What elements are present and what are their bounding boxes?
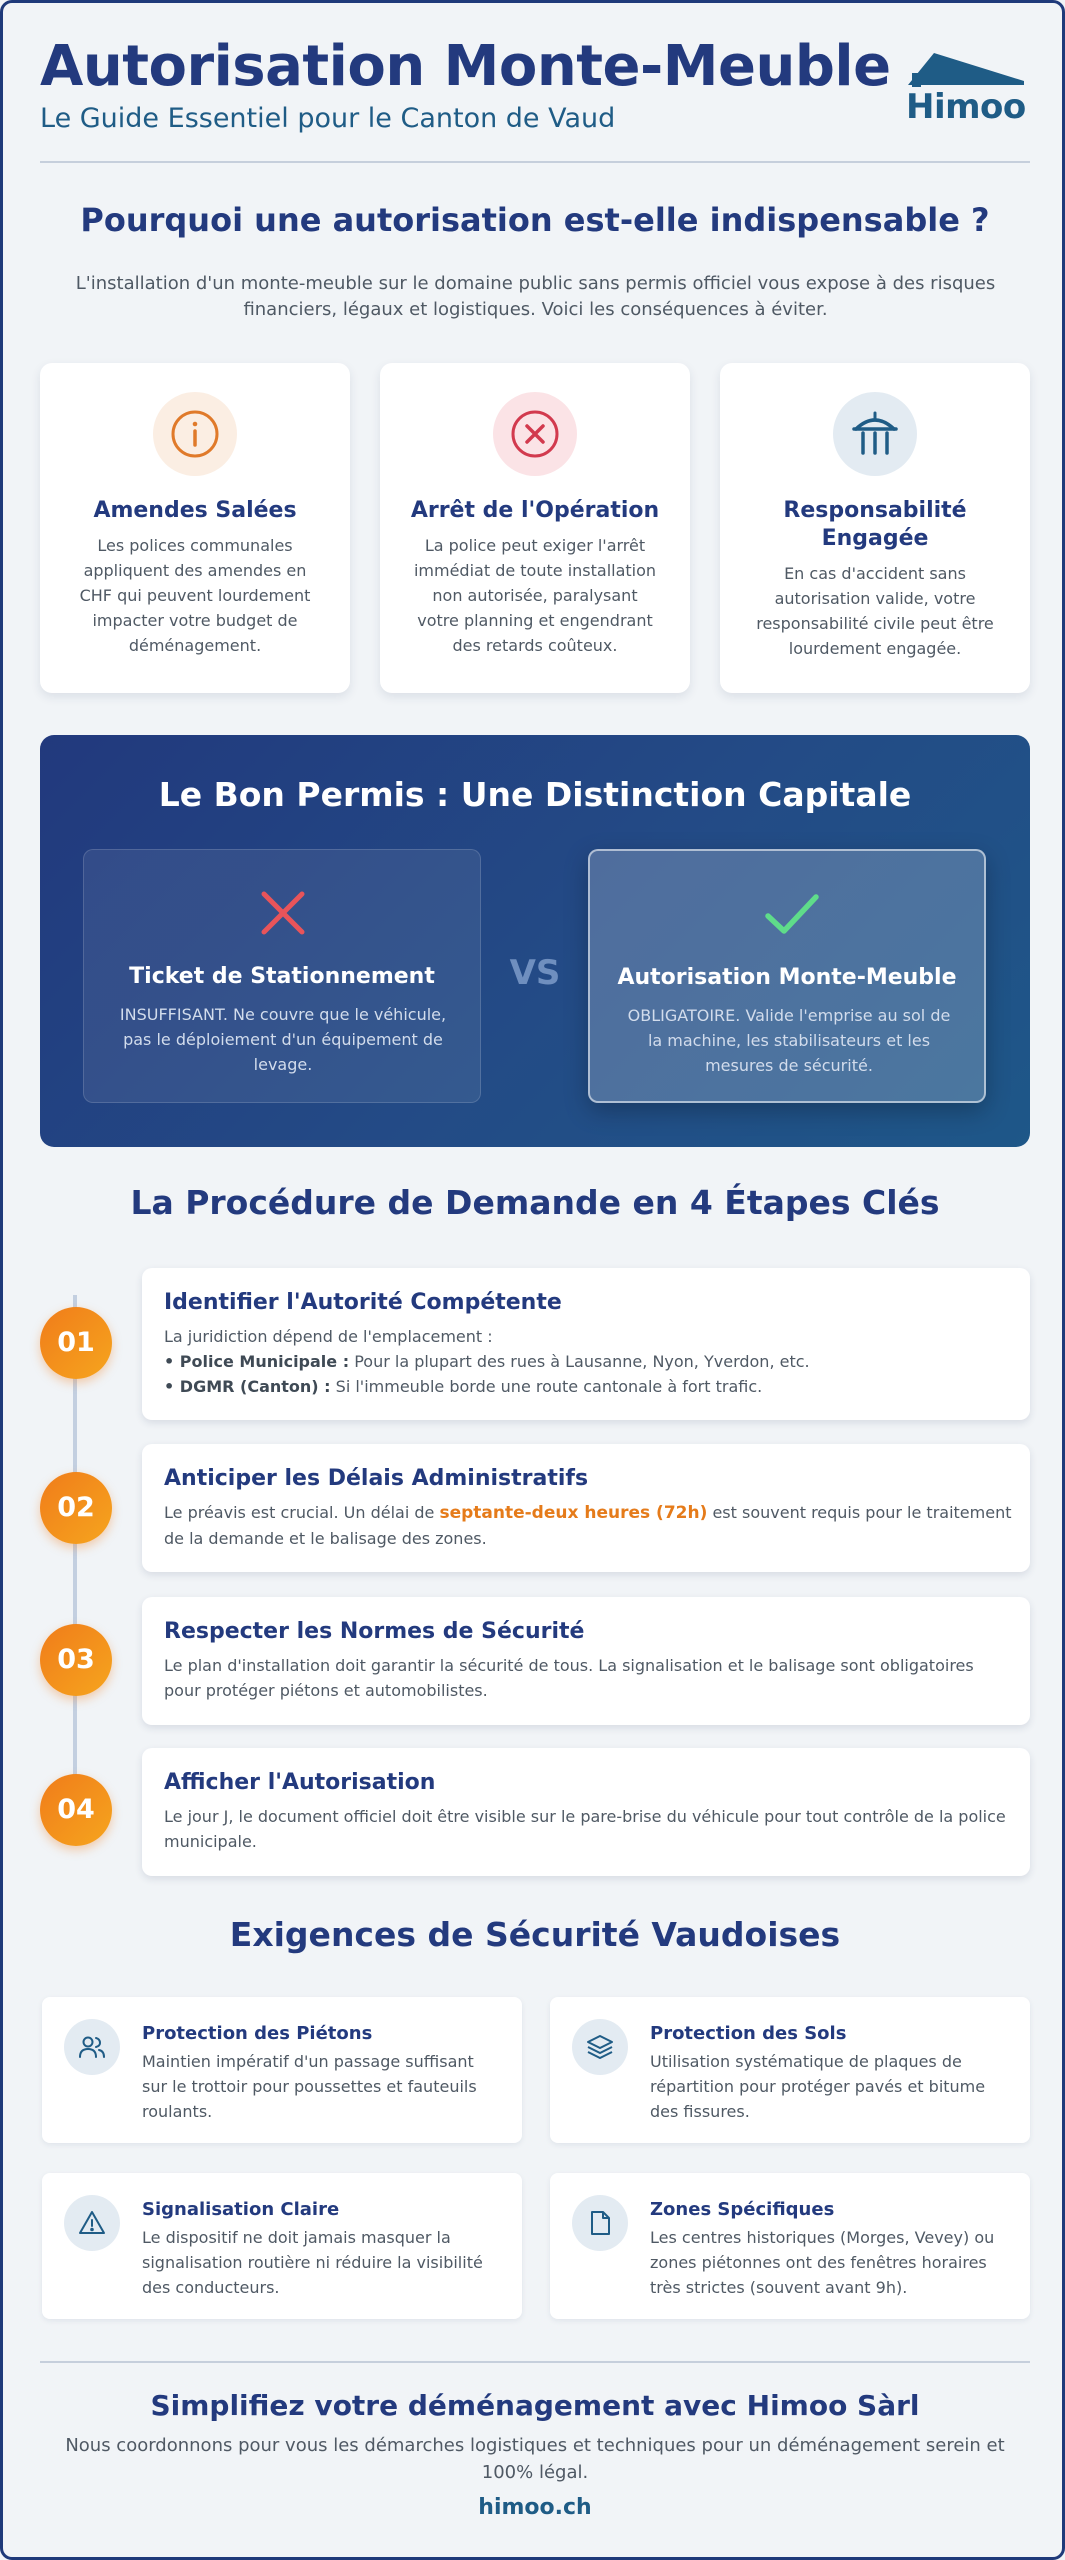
warning-icon: [78, 2209, 106, 2237]
step-card: [142, 1268, 1030, 1420]
safety-card: [550, 2173, 1030, 2319]
card-liability: [720, 363, 1030, 693]
permit-title: Autorisation Monte-Meuble: [617, 965, 957, 990]
page-subtitle: Le Guide Essentiel pour le Canton de Vaud: [40, 103, 616, 134]
safety-icon-wrap: [64, 2195, 120, 2251]
logo-text: Himoo: [906, 87, 1026, 127]
header: [40, 33, 1030, 163]
safety-card: [42, 2173, 522, 2319]
step-text: Le plan d'installation doit garantir la sécurité de tous. La signalisation et le balisage sont obligatoires pour protéger piétons et automobilistes.: [164, 1656, 974, 1700]
safety-card: [42, 1997, 522, 2143]
info-icon: [170, 409, 220, 459]
safety-icon-wrap: [572, 2195, 628, 2251]
banner-title: Le Bon Permis : Une Distinction Capitale: [158, 775, 912, 814]
consequence-cards: [40, 363, 1030, 693]
card-text: La police peut exiger l'arrêt immédiat de toute installation non autorisée, paralysant votre planning et engendrant des retards coûteux.: [413, 536, 657, 655]
card-icon-wrap: [493, 392, 577, 476]
step-title: Anticiper les Délais Administratifs: [164, 1466, 589, 1491]
step-text: [164, 1324, 1014, 1399]
card-title: Arrêt de l'Opération: [410, 498, 660, 523]
step-card: [142, 1597, 1030, 1725]
website-link[interactable]: himoo.ch: [478, 2495, 592, 2520]
safety-icon-wrap: [572, 2019, 628, 2075]
step-text-pre: Le préavis est crucial. Un délai de: [164, 1503, 440, 1522]
permit-lift-authorisation: [588, 849, 986, 1103]
steps-heading: La Procédure de Demande en 4 Étapes Clés: [130, 1183, 940, 1222]
step-text: Le jour J, le document officiel doit être visible sur le pare-brise du véhicule pour tout contrôle de la police municipale.: [164, 1807, 1006, 1851]
permit-text: INSUFFISANT. Ne couvre que le véhicule, pas le déploiement d'un équipement de levage.: [119, 1005, 447, 1074]
step-number: 01: [40, 1307, 112, 1379]
check-icon: [764, 889, 820, 939]
safety-text: Le dispositif ne doit jamais masquer la signalisation routière ni réduire la visibilité des conducteurs.: [142, 2228, 483, 2297]
permit-title: Ticket de Stationnement: [129, 964, 435, 989]
house-roof-icon: [904, 51, 1030, 91]
step-title: Afficher l'Autorisation: [164, 1770, 436, 1795]
permit-banner: [40, 735, 1030, 1147]
permit-parking-ticket: [83, 849, 481, 1103]
divider: [40, 2361, 1030, 2363]
step-title: Identifier l'Autorité Compétente: [164, 1290, 562, 1315]
card-text: Les polices communales appliquent des amendes en CHF qui peuvent lourdement impacter votre budget de déménagement.: [79, 536, 311, 655]
cross-icon: [258, 888, 308, 938]
card-title: Responsabilité Engagée: [783, 498, 967, 551]
card-stop: [380, 363, 690, 693]
step-number: 03: [40, 1624, 112, 1696]
why-intro: L'installation d'un monte-meuble sur le domaine public sans permis officiel vous expose à des risques financiers, légaux et logistiques. Voici les conséquences à éviter.: [75, 273, 996, 320]
card-icon-wrap: [153, 392, 237, 476]
step-number: 02: [40, 1472, 112, 1544]
step-bold: • Police Municipale :: [164, 1352, 350, 1371]
card-title: Amendes Salées: [93, 498, 297, 523]
card-fines: [40, 363, 350, 693]
step-highlight: septante-deux heures (72h): [439, 1503, 708, 1523]
safety-title: Signalisation Claire: [142, 2199, 340, 2220]
card-icon-wrap: [833, 392, 917, 476]
footer-title: Simplifiez votre déménagement avec Himoo Sàrl: [150, 2389, 920, 2422]
card-text: En cas d'accident sans autorisation valide, votre responsabilité civile peut être lourdement engagée.: [756, 564, 994, 658]
safety-title: Zones Spécifiques: [650, 2199, 835, 2220]
users-icon: [78, 2033, 106, 2061]
x-circle-icon: [510, 409, 560, 459]
step-bold: • DGMR (Canton) :: [164, 1377, 331, 1396]
step-number: 04: [40, 1774, 112, 1846]
step-text: [164, 1500, 1014, 1551]
vs-label: VS: [509, 953, 561, 993]
why-heading: Pourquoi une autorisation est-elle indispensable ?: [80, 201, 990, 239]
step-card: [142, 1444, 1030, 1572]
permit-text: OBLIGATOIRE. Valide l'emprise au sol de la machine, les stabilisateurs et les mesures de sécurité.: [627, 1006, 951, 1075]
safety-card: [550, 1997, 1030, 2143]
step-text-post: est souvent requis pour le traitement de la demande et le balisage des zones.: [164, 1503, 1012, 1548]
himoo-logo: [904, 51, 1030, 127]
layers-icon: [586, 2033, 614, 2061]
step-detail: Si l'immeuble borde une route cantonale à fort trafic.: [330, 1377, 763, 1396]
courthouse-icon: [850, 409, 900, 459]
page-title: Autorisation Monte-Meuble: [40, 34, 891, 99]
divider: [40, 161, 1030, 163]
footer-text: Nous coordonnons pour vous les démarches logistiques et techniques pour un déménagement serein et 100% légal.: [65, 2435, 1005, 2483]
step-line: [164, 1349, 1014, 1374]
safety-heading: Exigences de Sécurité Vaudoises: [229, 1915, 841, 1954]
step-card: [142, 1748, 1030, 1876]
safety-title: Protection des Sols: [650, 2023, 847, 2044]
step-title: Respecter les Normes de Sécurité: [164, 1619, 585, 1644]
safety-title: Protection des Piétons: [142, 2023, 373, 2044]
step-line: [164, 1374, 1014, 1399]
safety-text: Utilisation systématique de plaques de répartition pour protéger pavés et bitume des fissures.: [650, 2052, 986, 2121]
step-line: La juridiction dépend de l'emplacement :: [164, 1327, 493, 1346]
safety-text: Les centres historiques (Morges, Vevey) ou zones piétonnes ont des fenêtres horaires très strictes (souvent avant 9h).: [650, 2228, 995, 2297]
safety-text: Maintien impératif d'un passage suffisant sur le trottoir pour poussettes et fauteuils roulants.: [142, 2052, 477, 2121]
file-icon: [586, 2209, 614, 2237]
step-detail: Pour la plupart des rues à Lausanne, Nyon, Yverdon, etc.: [349, 1352, 810, 1371]
safety-icon-wrap: [64, 2019, 120, 2075]
